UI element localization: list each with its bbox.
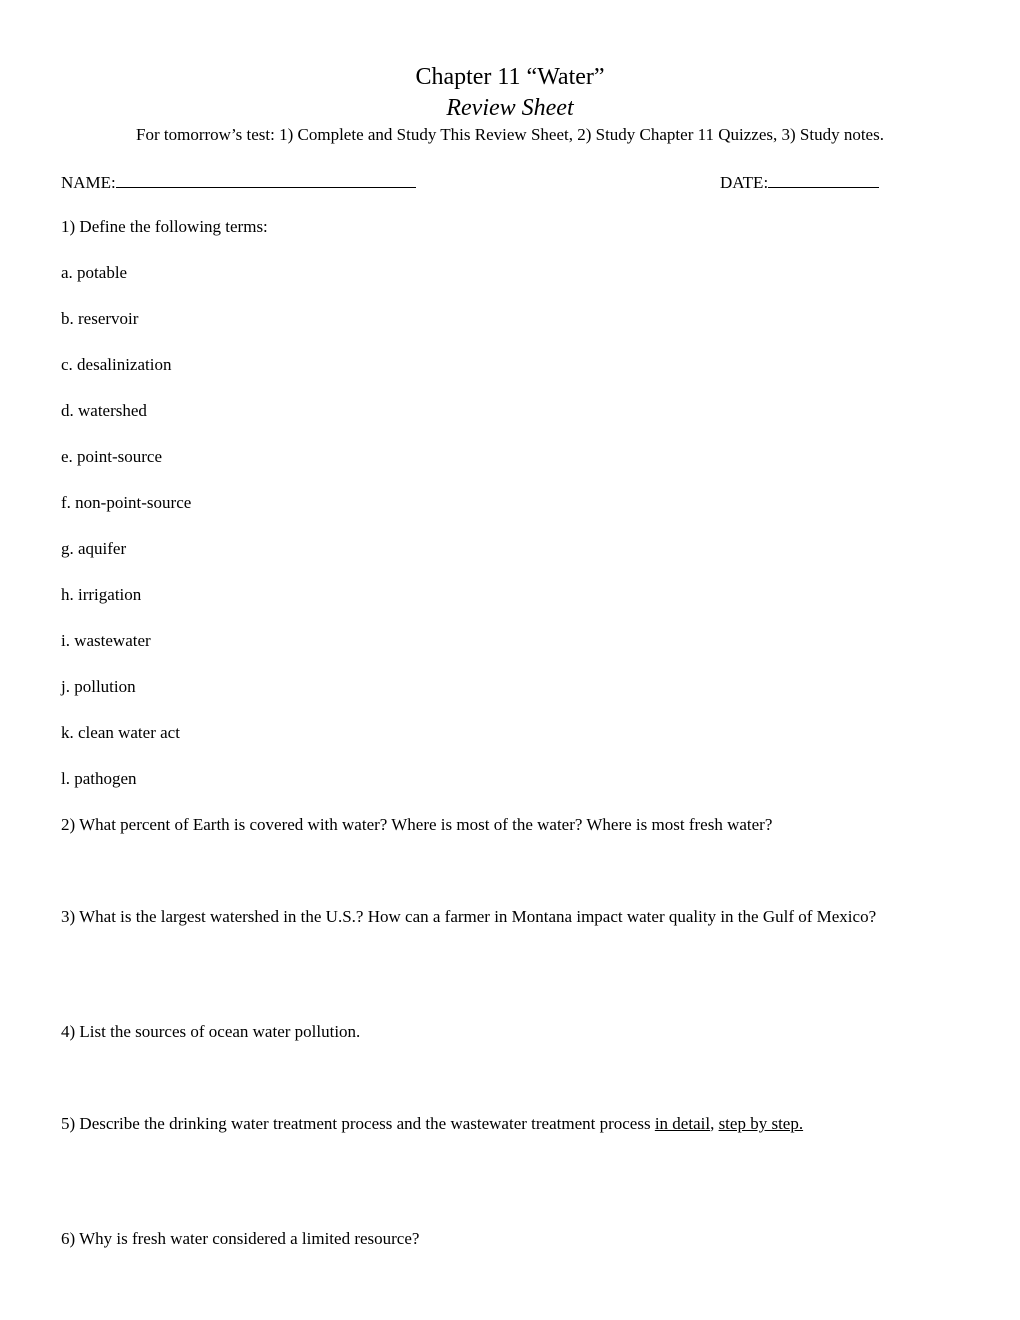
term-item: l. pathogen [61, 769, 137, 788]
term-item: b. reservoir [61, 309, 139, 328]
question-3: 3) What is the largest watershed in the U.S.? How can a farmer in Montana impact water quality in the Gulf of Mexico? [61, 907, 877, 926]
term-item: g. aquifer [61, 539, 127, 558]
date-blank-line[interactable] [768, 170, 879, 188]
question-1: 1) Define the following terms: [61, 217, 268, 236]
term-item: c. desalinization [61, 355, 172, 374]
date-label: DATE: [720, 173, 769, 192]
term-item: a. potable [61, 263, 128, 282]
test-instructions: For tomorrow’s test: 1) Complete and Study This Review Sheet, 2) Study Chapter 11 Quizzes, 3) Study notes. [136, 125, 884, 144]
in-detail-emphasis: in detail [654, 1114, 711, 1133]
question-5-text: 5) Describe the drinking water treatment process and the wastewater treatment process [61, 1114, 655, 1133]
name-field [61, 170, 416, 194]
page-subtitle: Review Sheet [446, 95, 574, 121]
question-2: 2) What percent of Earth is covered with water? Where is most of the water? Where is most fresh water? [61, 815, 773, 834]
question-4: 4) List the sources of ocean water pollution. [61, 1022, 361, 1041]
question-5 [61, 1113, 803, 1135]
page-title: Chapter 11 “Water” [415, 64, 605, 90]
question-5-comma: , [710, 1114, 719, 1133]
term-item: f. non-point-source [61, 493, 192, 512]
term-item: e. point-source [61, 447, 163, 466]
term-item: k. clean water act [61, 723, 180, 742]
term-item: h. irrigation [61, 585, 142, 604]
date-field [720, 170, 879, 194]
term-item: i. wastewater [61, 631, 151, 650]
name-blank-line[interactable] [116, 170, 416, 188]
question-6: 6) Why is fresh water considered a limited resource? [61, 1229, 420, 1248]
name-label: NAME: [61, 173, 116, 192]
term-item: d. watershed [61, 401, 147, 420]
term-item: j. pollution [61, 677, 136, 696]
step-by-step-emphasis: step by step. [718, 1114, 804, 1133]
